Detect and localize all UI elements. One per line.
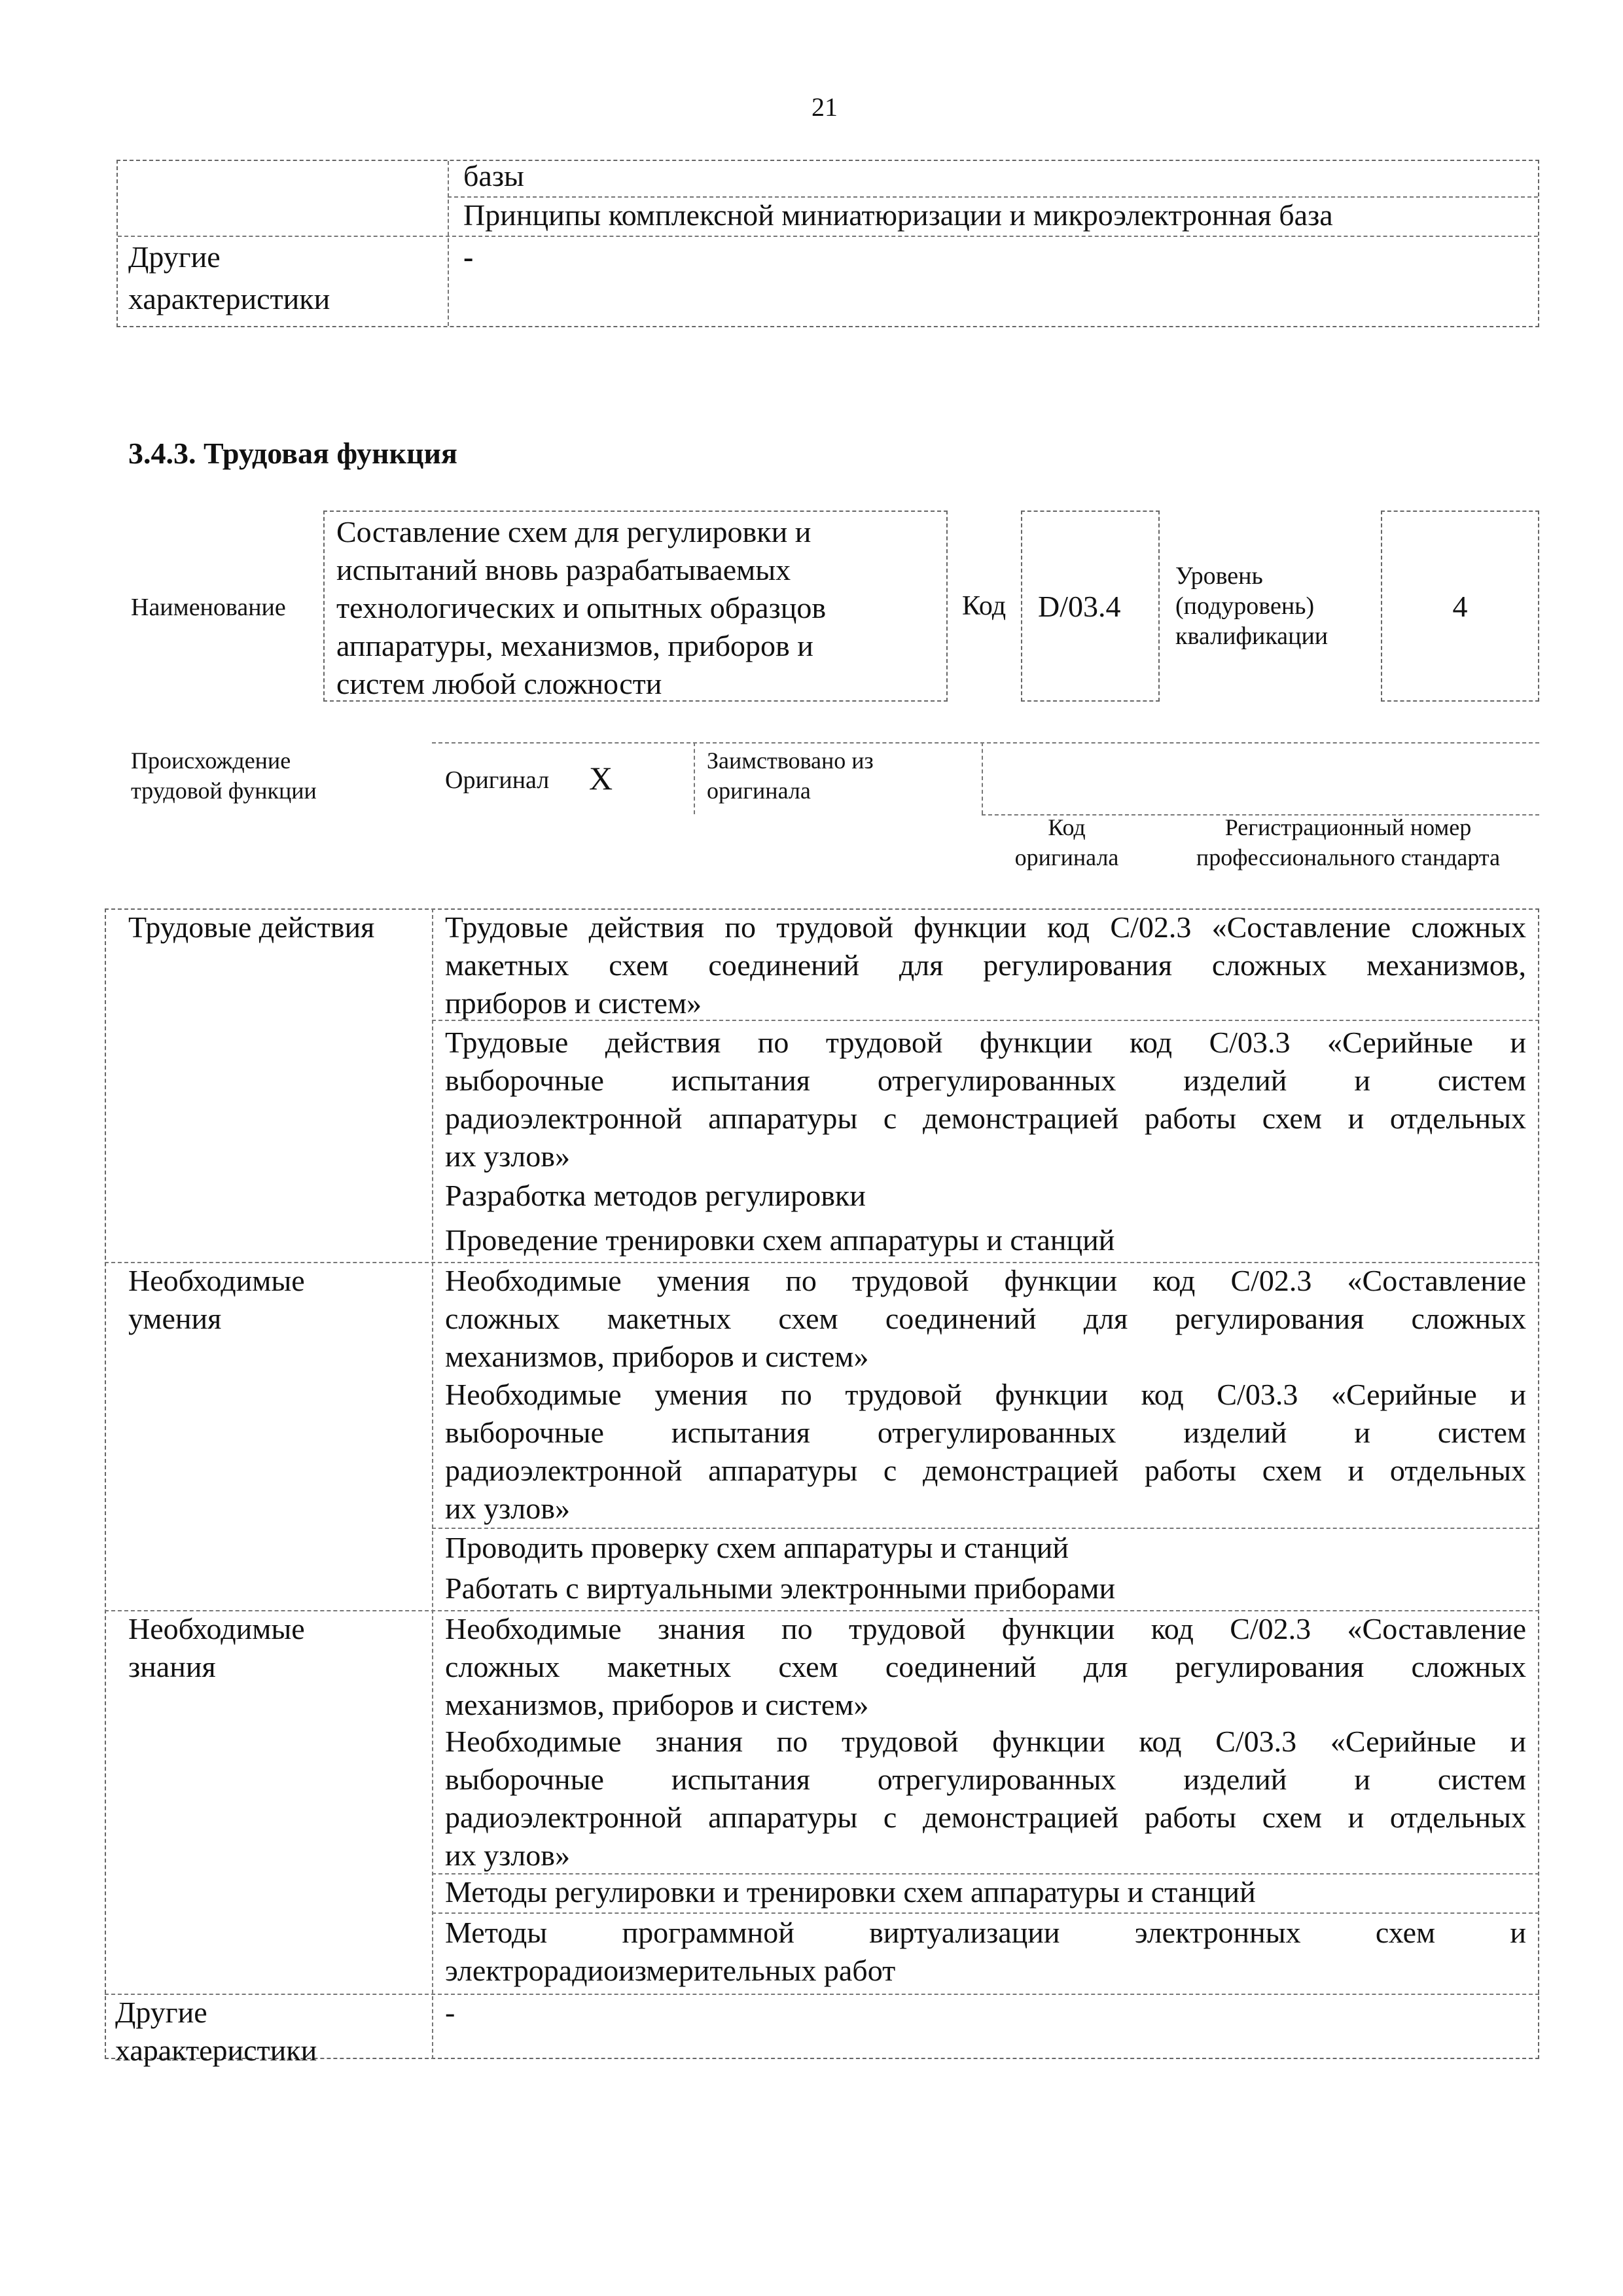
- name-label: Наименование: [131, 594, 286, 621]
- origin-label-2: трудовой функции: [131, 778, 317, 804]
- level-value: 4: [1452, 590, 1468, 623]
- knowledge-4-line-2: электрорадиоизмерительных работ: [445, 1954, 896, 1987]
- skill-2-line-3: радиоэлектронной аппаратуры с демонстрацией работы схем и отдельных: [445, 1454, 1526, 1487]
- action-1-line-2: макетных схем соединений для регулирования сложных механизмов,: [445, 948, 1526, 982]
- skills-label-2: умения: [128, 1302, 222, 1335]
- knowledge-2-line-3: радиоэлектронной аппаратуры с демонстрацией работы схем и отдельных: [445, 1801, 1526, 1834]
- knowledge-2-line-1: Необходимые знания по трудовой функции код С/03.3 «Серийные и: [445, 1725, 1526, 1758]
- knowledge-item-2: [445, 1723, 1526, 1874]
- skill-item-1: [445, 1262, 1526, 1376]
- skill-item-3: Проводить проверку схем аппаратуры и станций: [445, 1531, 1069, 1564]
- name-line-2: испытаний вновь разрабатываемых: [336, 553, 791, 586]
- name-line-4: аппаратуры, механизмов, приборов и: [336, 629, 813, 662]
- skill-2-line-4: их узлов»: [445, 1492, 570, 1525]
- borrowed-label-2: оригинала: [707, 778, 811, 804]
- skills-label-1: Необходимые: [128, 1264, 305, 1297]
- skill-1-line-3: механизмов, приборов и систем»: [445, 1340, 869, 1373]
- other-label-2: характеристики: [115, 2034, 317, 2067]
- action-item-2: [445, 1024, 1526, 1175]
- other-characteristics-label: Другие: [128, 240, 221, 274]
- code-value: D/03.4: [1038, 590, 1121, 623]
- borrowed-label-1: Заимствовано из: [707, 747, 874, 774]
- reg-number-label-2: профессионального стандарта: [1196, 844, 1501, 870]
- other-characteristics-value: -: [463, 240, 474, 274]
- knowledge-2-line-2: выборочные испытания отрегулированных изделий и систем: [445, 1763, 1526, 1796]
- knowledge-item-4: [445, 1914, 1526, 1990]
- action-2-line-4: их узлов»: [445, 1139, 570, 1173]
- knowledge-label-2: знания: [128, 1650, 216, 1683]
- other-characteristics-label-2: характеристики: [128, 282, 330, 315]
- knowledge-item-3: Методы регулировки и тренировки схем аппаратуры и станций: [445, 1875, 1256, 1909]
- knowledge-item-text: Принципы комплексной миниатюризации и микроэлектронная база: [463, 198, 1333, 232]
- origin-label-1: Происхождение: [131, 747, 291, 774]
- skill-item-2: [445, 1376, 1526, 1528]
- section-heading: 3.4.3. Трудовая функция: [128, 437, 457, 470]
- name-line-5: систем любой сложности: [336, 667, 662, 700]
- other-value: -: [445, 1996, 455, 2029]
- skill-2-line-2: выборочные испытания отрегулированных изделий и систем: [445, 1416, 1526, 1449]
- actions-label: Трудовые действия: [128, 910, 375, 944]
- skill-item-4: Работать с виртуальными электронными приборами: [445, 1571, 1116, 1605]
- action-1-line-1: Трудовые действия по трудовой функции код С/02.3 «Составление сложных: [445, 910, 1526, 944]
- level-label-3: квалификации: [1175, 622, 1329, 650]
- level-label-2: (подуровень): [1175, 592, 1315, 620]
- skill-1-line-2: сложных макетных схем соединений для регулирования сложных: [445, 1302, 1526, 1335]
- knowledge-label-1: Необходимые: [128, 1612, 305, 1645]
- knowledge-1-line-3: механизмов, приборов и систем»: [445, 1688, 869, 1721]
- knowledge-4-line-1: Методы программной виртуализации электронных схем и: [445, 1916, 1526, 1949]
- knowledge-cont-text: базы: [463, 159, 524, 192]
- code-label: Код: [962, 591, 1007, 621]
- code-original-label-2: оригинала: [1014, 844, 1119, 870]
- original-label: Оригинал: [445, 766, 550, 794]
- knowledge-1-line-1: Необходимые знания по трудовой функции код С/02.3 «Составление: [445, 1612, 1526, 1645]
- action-item-4: Проведение тренировки схем аппаратуры и станций: [445, 1223, 1115, 1257]
- page-number: 21: [812, 92, 838, 122]
- action-item-3: Разработка методов регулировки: [445, 1179, 866, 1212]
- name-line-1: Составление схем для регулировки и: [336, 515, 812, 548]
- skill-1-line-1: Необходимые умения по трудовой функции код С/02.3 «Составление: [445, 1264, 1526, 1297]
- action-2-line-2: выборочные испытания отрегулированных изделий и систем: [445, 1064, 1526, 1097]
- level-label-1: Уровень: [1175, 562, 1263, 590]
- other-label-1: Другие: [115, 1996, 207, 2029]
- action-1-line-3: приборов и систем»: [445, 986, 702, 1020]
- knowledge-1-line-2: сложных макетных схем соединений для регулирования сложных: [445, 1650, 1526, 1683]
- action-2-line-3: радиоэлектронной аппаратуры с демонстрацией работы схем и отдельных: [445, 1102, 1526, 1135]
- name-line-3: технологических и опытных образцов: [336, 591, 827, 624]
- action-2-line-1: Трудовые действия по трудовой функции код С/03.3 «Серийные и: [445, 1026, 1526, 1059]
- knowledge-2-line-4: их узлов»: [445, 1839, 570, 1872]
- original-mark: X: [589, 760, 613, 797]
- knowledge-item-1: [445, 1610, 1526, 1724]
- code-original-label-1: Код: [1048, 814, 1086, 840]
- skill-2-line-1: Необходимые умения по трудовой функции код С/03.3 «Серийные и: [445, 1378, 1526, 1411]
- action-item-1: [445, 908, 1526, 1022]
- reg-number-label-1: Регистрационный номер: [1224, 814, 1472, 840]
